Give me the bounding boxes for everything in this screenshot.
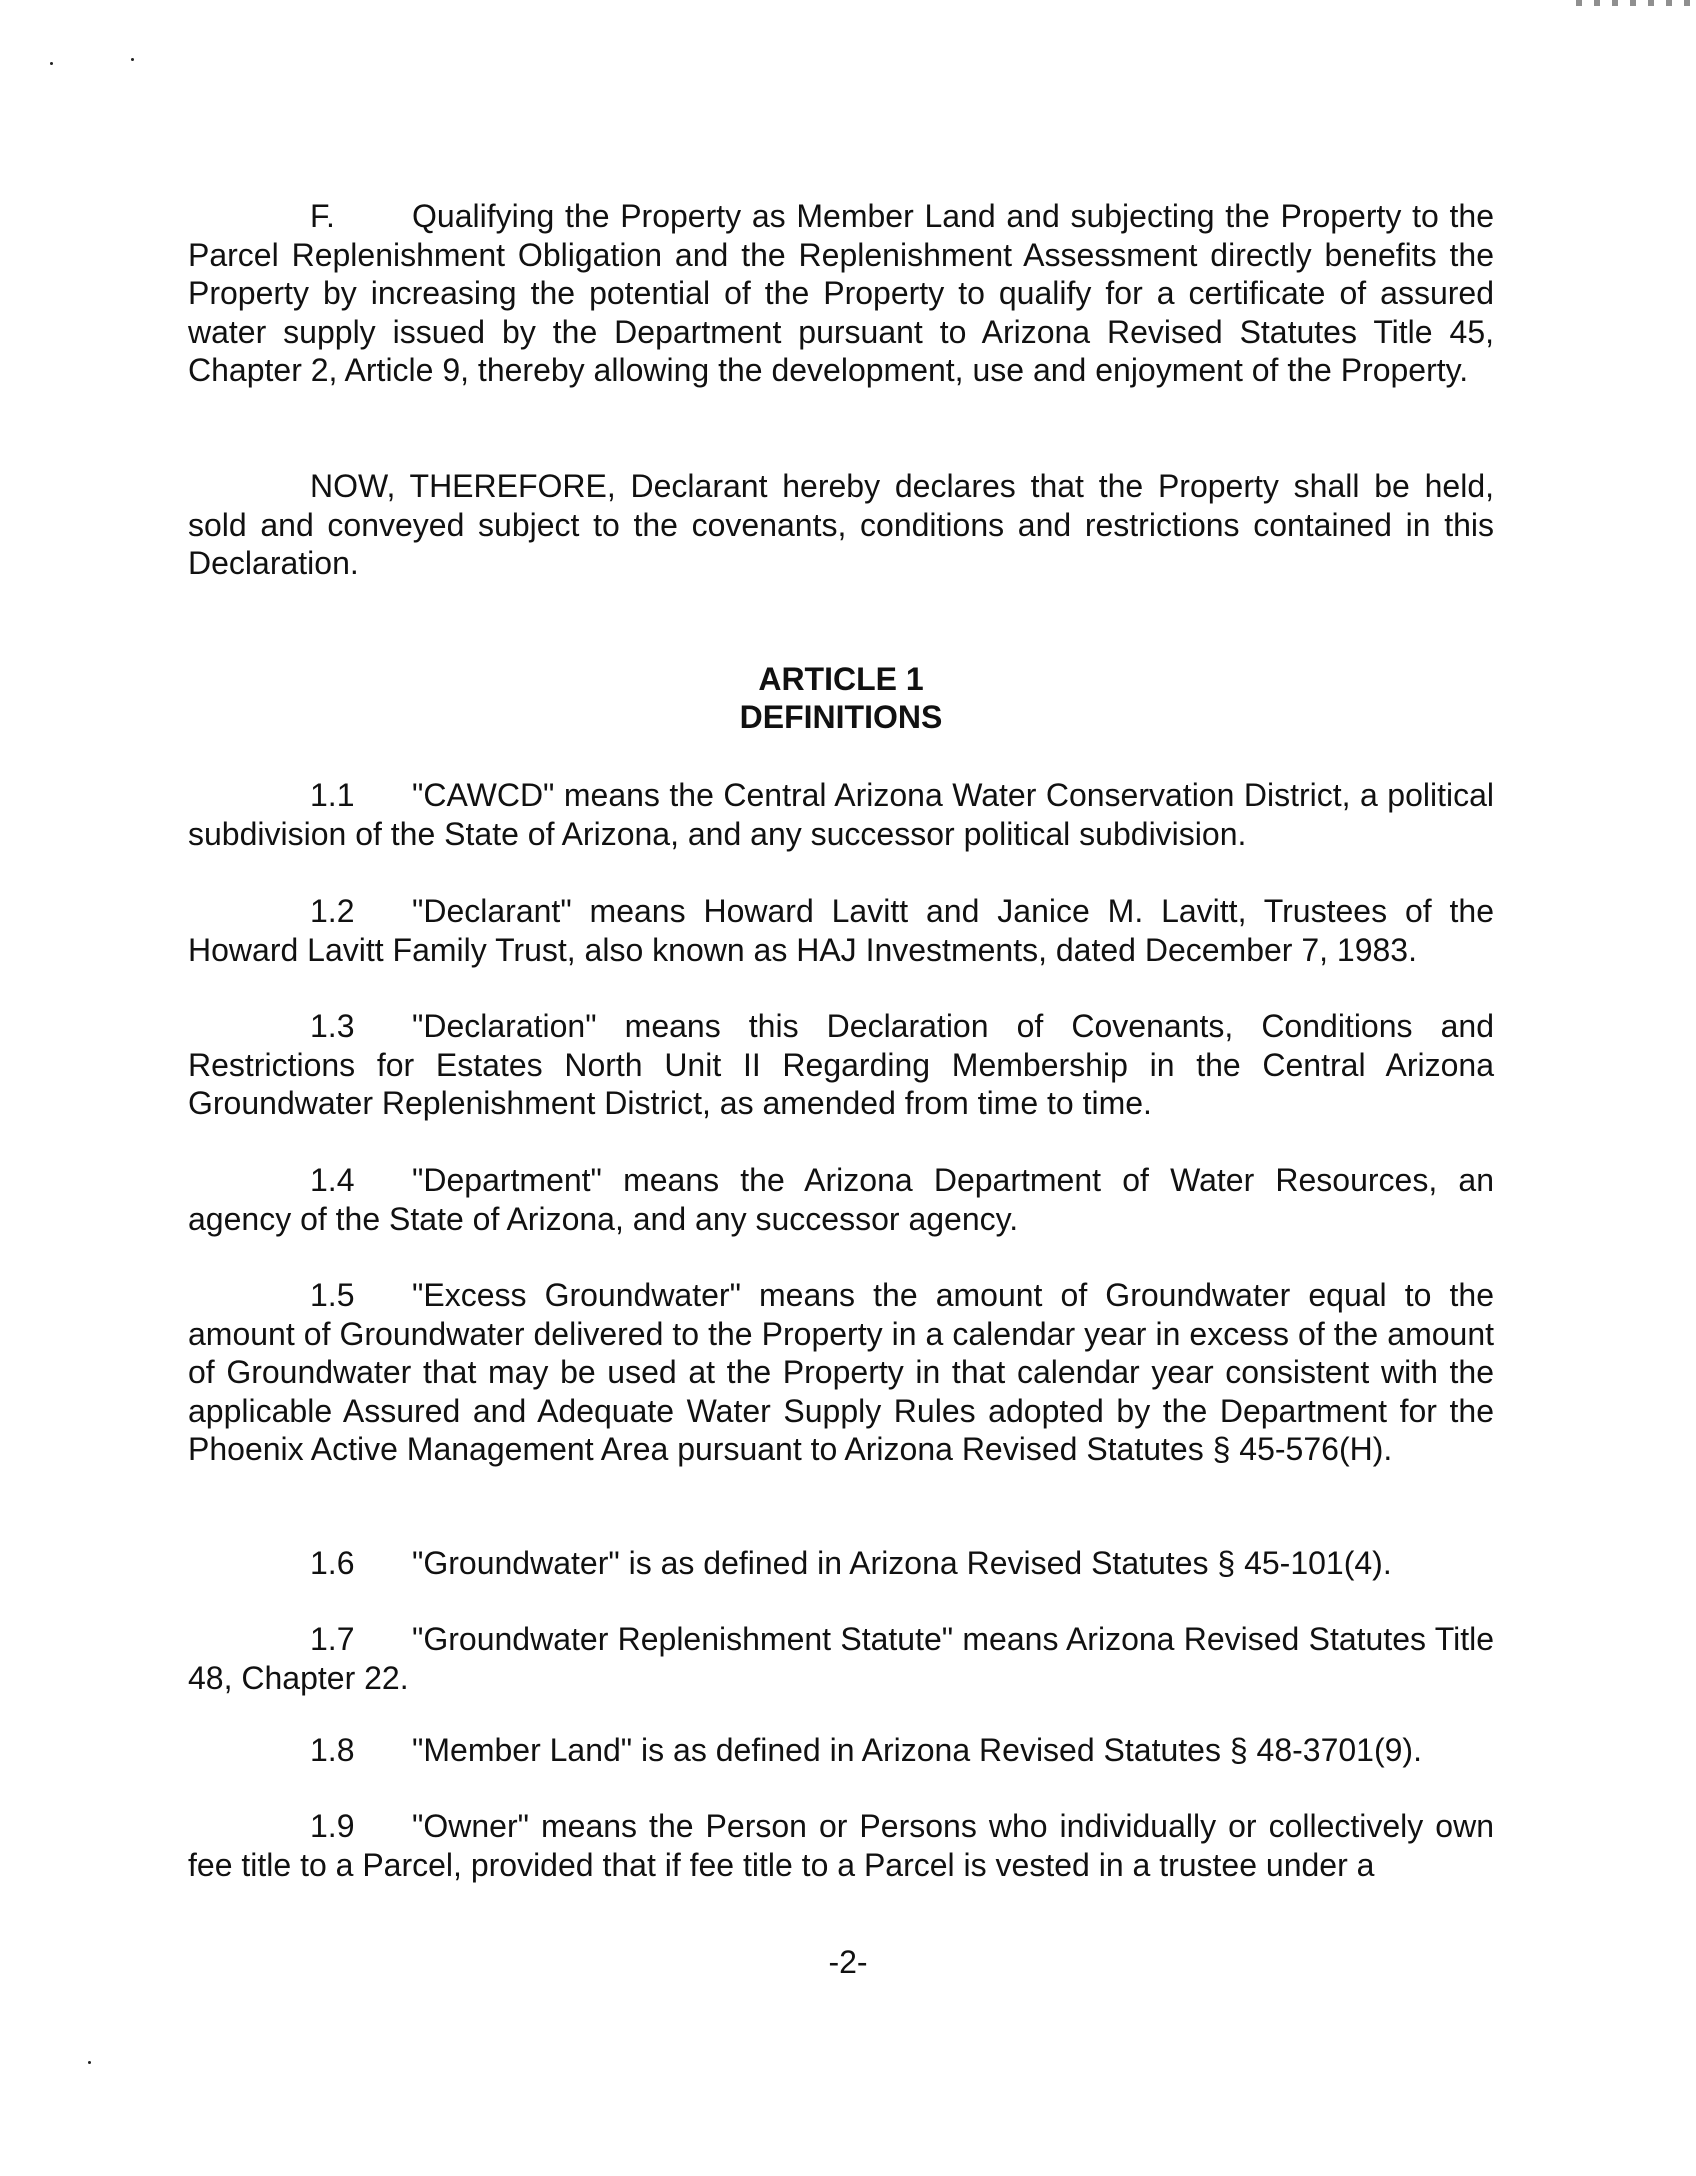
definition-paragraph xyxy=(188,892,1494,969)
definition-paragraph xyxy=(188,1544,1494,1583)
recital-f-paragraph xyxy=(188,197,1494,390)
recital-f-label: F. xyxy=(310,198,335,234)
now-therefore-text: NOW, THEREFORE, Declarant hereby declares that the Property shall be held, sold and conveyed subject to the covenants, conditions and restrictions contained in this Declaration. xyxy=(188,468,1494,581)
definition-text: "Declaration" means this Declaration of Covenants, Conditions and Restrictions for Estates North Unit II Regarding Membership in the Central Arizona Groundwater Replenishment District, as amended from time to time. xyxy=(188,1008,1494,1121)
definition-number: 1.3 xyxy=(310,1008,355,1044)
definition-paragraph xyxy=(188,1276,1494,1469)
scan-speck xyxy=(50,62,53,65)
now-therefore-paragraph xyxy=(188,467,1494,583)
definition-number: 1.4 xyxy=(310,1162,355,1198)
definition-number: 1.6 xyxy=(310,1545,355,1581)
definition-paragraph xyxy=(188,1620,1494,1697)
definition-number: 1.9 xyxy=(310,1808,355,1844)
definition-paragraph xyxy=(188,1161,1494,1238)
definition-number: 1.8 xyxy=(310,1732,355,1768)
definition-text: "Declarant" means Howard Lavitt and Janice M. Lavitt, Trustees of the Howard Lavitt Family Trust, also known as HAJ Investments, dated December 7, 1983. xyxy=(188,893,1494,968)
scan-edge-mark xyxy=(1576,0,1696,6)
definition-paragraph xyxy=(188,776,1494,853)
scan-speck xyxy=(88,2061,91,2064)
definition-text: "Department" means the Arizona Department of Water Resources, an agency of the State of Arizona, and any successor agency. xyxy=(188,1162,1494,1237)
definition-text: "Owner" means the Person or Persons who individually or collectively own fee title to a Parcel, provided that if fee title to a Parcel is vested in a trustee under a xyxy=(188,1808,1494,1883)
article-title: DEFINITIONS xyxy=(739,699,943,735)
definition-number: 1.7 xyxy=(310,1621,355,1657)
definition-number: 1.5 xyxy=(310,1277,355,1313)
definition-text: "CAWCD" means the Central Arizona Water Conservation District, a political subdivision of the State of Arizona, and any successor political subdivision. xyxy=(188,777,1494,852)
definition-paragraph xyxy=(188,1807,1494,1884)
scan-speck xyxy=(131,58,134,61)
definition-number: 1.2 xyxy=(310,893,355,929)
recital-f-text: Qualifying the Property as Member Land and subjecting the Property to the Parcel Replenishment Obligation and the Replenishment Assessment directly benefits the Property by increasing the potential of the Property to qualify for a certificate of assured water supply issued by the Department pursuant to Arizona Revised Statutes Title 45, Chapter 2, Article 9, thereby allowing the development, use and enjoyment of the Property. xyxy=(188,198,1494,388)
definition-text: "Groundwater" is as defined in Arizona Revised Statutes § 45-101(4). xyxy=(412,1545,1392,1581)
article-number: ARTICLE 1 xyxy=(758,661,924,697)
definition-text: "Member Land" is as defined in Arizona Revised Statutes § 48-3701(9). xyxy=(412,1732,1422,1768)
definition-number: 1.1 xyxy=(310,777,355,813)
page-number: -2- xyxy=(828,1944,868,1980)
definition-text: "Excess Groundwater" means the amount of Groundwater equal to the amount of Groundwater delivered to the Property in a calendar year in excess of the amount of Groundwater that may be used at the Property in that calendar year consistent with the applicable Assured and Adequate Water Supply Rules adopted by the Department for the Phoenix Active Management Area pursuant to Arizona Revised Statutes § 45-576(H). xyxy=(188,1277,1494,1467)
definition-paragraph xyxy=(188,1007,1494,1123)
definition-text: "Groundwater Replenishment Statute" means Arizona Revised Statutes Title 48, Chapter 22. xyxy=(188,1621,1494,1696)
definition-paragraph xyxy=(188,1731,1494,1770)
